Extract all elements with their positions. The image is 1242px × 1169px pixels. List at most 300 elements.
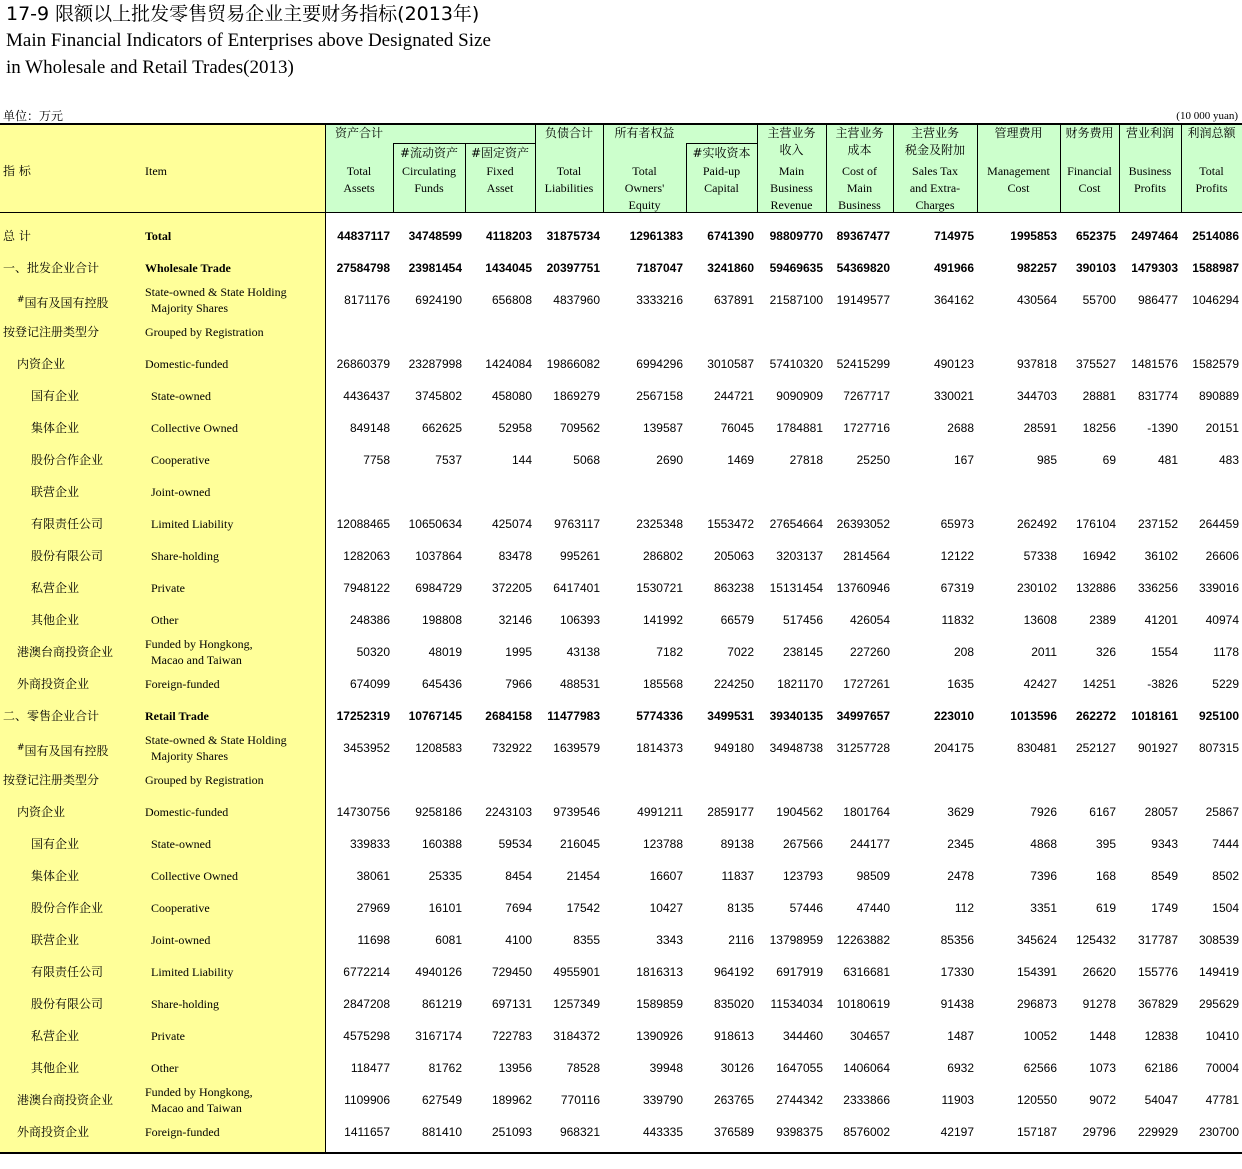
row-label-cn: 按登记注册类型分 [3,773,100,787]
cell-value: 11698 [357,933,390,947]
table-row [0,860,1242,892]
cell-value: 14251 [1082,677,1116,691]
cell-value: 34948738 [769,741,823,755]
indicator-header-en: Item [145,164,167,178]
table-row [0,508,1242,540]
cell-value: 490123 [933,357,974,371]
row-label-en: Funded by Hongkong, Macao and Taiwan [145,637,253,667]
cell-value: 949180 [713,741,754,755]
cell-value: 20151 [1205,421,1239,435]
cell-value: 995261 [559,549,600,563]
cell-value: 91438 [940,997,974,1011]
cell-value: 160388 [421,837,462,851]
row-label-en: Share-holding [145,549,219,563]
cell-value: 25867 [1205,805,1239,819]
cell-value: 1869279 [553,389,600,403]
cell-value: 1530721 [636,581,683,595]
cell-value: 32146 [498,613,532,627]
cell-value: 890889 [1198,389,1239,403]
cell-value: 722783 [491,1029,532,1043]
cell-value: 55700 [1082,293,1116,307]
row-label-en: Cooperative [145,453,210,467]
cell-value: 1582579 [1192,357,1239,371]
cell-value: 59534 [498,837,532,851]
cell-value: 830481 [1016,741,1057,755]
cell-value: 12088465 [336,517,390,531]
cell-value: 118477 [350,1061,390,1075]
cell-value: 1995853 [1010,229,1057,243]
cell-value: 2116 [728,933,754,947]
cell-value: 216045 [559,837,600,851]
row-label-en: Private [145,581,185,595]
row-label-en: Cooperative [145,901,210,915]
cell-value: 38061 [356,869,390,883]
cell-value: 2859177 [707,805,754,819]
cell-value: 964192 [713,965,754,979]
cell-value: 62566 [1023,1061,1057,1075]
cell-value: 5068 [573,453,600,467]
cell-value: 208 [953,645,974,659]
cell-value: 1018161 [1131,709,1178,723]
cell-value: 714975 [933,229,974,243]
row-label-en: Total [145,229,172,243]
cell-value: 849148 [349,421,390,435]
cell-value: 36102 [1144,549,1178,563]
row-label-en: State-owned [145,837,211,851]
cell-value: 3010587 [707,357,754,371]
cell-value: 6167 [1089,805,1116,819]
unit-label-cn: 单位：万元 [3,109,64,123]
cell-value: 12122 [940,549,974,563]
cell-value: 16101 [428,901,462,915]
cell-value: 2345 [947,837,974,851]
cell-value: 229929 [1137,1125,1178,1139]
cell-value: 7537 [435,453,462,467]
cell-value: 2847208 [343,997,390,1011]
cell-value: 106393 [559,613,600,627]
cell-value: 1208583 [415,741,462,755]
cell-value: 120550 [1016,1093,1057,1107]
cell-value: 4118203 [485,229,532,243]
row-label-cn: 有限责任公司 [31,517,104,531]
cell-value: 30126 [720,1061,754,1075]
cell-value: 17330 [940,965,974,979]
cell-value: 9090909 [776,389,823,403]
cell-value: 157187 [1016,1125,1057,1139]
header-sub-cn: #流动资产 [399,146,459,160]
cell-value: 1390926 [636,1029,683,1043]
cell-value: 6932 [947,1061,974,1075]
row-label-en: Joint-owned [145,485,211,499]
cell-value: 4837960 [553,293,600,307]
cell-value: 11903 [941,1093,974,1107]
cell-value: 1784881 [776,421,823,435]
cell-value: 12263882 [836,933,890,947]
cell-value: 652375 [1075,229,1116,243]
cell-value: 185568 [642,677,683,691]
cell-value: 43138 [566,645,600,659]
cell-value: 26393052 [836,517,890,531]
row-label-en: Other [145,1061,179,1075]
table-title-en-line1: Main Financial Indicators of Enterprises above Designated Size [6,30,491,51]
cell-value: 1995 [505,645,532,659]
cell-value: 1448 [1089,1029,1116,1043]
cell-value: 662625 [421,421,462,435]
cell-value: 155776 [1137,965,1178,979]
table-row [0,444,1242,476]
cell-value: 3453952 [343,741,390,755]
cell-value: 3629 [947,805,974,819]
cell-value: 330021 [933,389,974,403]
cell-value: 41201 [1144,613,1178,627]
cell-value: 11837 [721,869,754,883]
cell-value: 3351 [1030,901,1057,915]
row-label-cn: 港澳台商投资企业 [17,645,114,659]
row-label-en: Retail Trade [145,709,209,723]
cell-value: 244721 [713,389,754,403]
cell-value: 16607 [649,869,683,883]
table-row [0,284,1242,316]
cell-value: 645436 [421,677,462,691]
cell-value: 251093 [491,1125,532,1139]
cell-value: 1424084 [485,357,532,371]
row-label-cn: 外商投资企业 [17,677,90,691]
table-row [0,764,1242,796]
cell-value: 6917919 [776,965,823,979]
cell-value: 50320 [356,645,390,659]
cell-value: 1046294 [1192,293,1239,307]
cell-value: 1904562 [776,805,823,819]
cell-value: 47440 [856,901,890,915]
row-label-cn: 外商投资企业 [17,1125,90,1139]
cell-value: 230700 [1198,1125,1239,1139]
cell-value: 7396 [1030,869,1057,883]
cell-value: 9398375 [776,1125,823,1139]
cell-value: 19149577 [836,293,890,307]
cell-value: 1588987 [1192,261,1239,275]
cell-value: 1257349 [553,997,600,1011]
cell-value: 7182 [656,645,683,659]
cell-value: 1635 [947,677,974,691]
row-label-cn: 私营企业 [31,1029,80,1043]
table-title-cn: 17-9 限额以上批发零售贸易企业主要财务指标(2013年) [6,3,480,25]
assets-group-rule [393,143,535,144]
cell-value: 9343 [1151,837,1178,851]
cell-value: 89138 [720,837,754,851]
cell-value: 11832 [941,613,974,627]
header-col-en: Total Profits [1195,164,1228,195]
cell-value: 13760946 [836,581,890,595]
cell-value: 26620 [1082,965,1116,979]
cell-value: 18256 [1082,421,1116,435]
cell-value: 336256 [1137,581,1178,595]
cell-value: 7926 [1030,805,1057,819]
cell-value: 237152 [1137,517,1178,531]
table-row [0,636,1242,668]
cell-value: 248386 [349,613,390,627]
table-row [0,476,1242,508]
cell-value: 11477983 [547,709,600,723]
cell-value: 83478 [498,549,532,563]
header-management-cn: 管理费用 [994,126,1043,140]
cell-value: 925100 [1198,709,1239,723]
row-label-cn: 股份有限公司 [31,549,104,563]
cell-value: 14730756 [336,805,390,819]
cell-value: 168 [1095,869,1116,883]
cell-value: 34997657 [836,709,890,723]
cell-value: 167 [953,453,974,467]
cell-value: 1109906 [344,1093,390,1107]
header-col-en: Circulating Funds [402,164,456,195]
cell-value: 4575298 [343,1029,390,1043]
cell-value: 25335 [428,869,462,883]
cell-value: -3826 [1147,677,1178,691]
header-col-en: Fixed Asset [486,164,514,195]
cell-value: 9072 [1089,1093,1116,1107]
cell-value: 52958 [498,421,532,435]
cell-value: 1801764 [843,805,890,819]
cell-value: 263765 [713,1093,754,1107]
cell-value: 78528 [566,1061,600,1075]
cell-value: 627549 [421,1093,462,1107]
cell-value: 1816313 [636,965,683,979]
cell-value: 339790 [642,1093,683,1107]
cell-value: 1481576 [1131,357,1178,371]
cell-value: 443335 [642,1125,683,1139]
cell-value: 286802 [642,549,683,563]
cell-value: 375527 [1075,357,1116,371]
table-row [0,892,1242,924]
cell-value: 67319 [940,581,974,595]
header-col-en: Management Cost [987,164,1050,195]
cell-value: 1013596 [1010,709,1057,723]
header-sub-cn: #实收资本 [692,146,751,160]
cell-value: 98509 [856,869,890,883]
cell-value: 1727716 [843,421,890,435]
row-label-en: Joint-owned [145,933,211,947]
cell-value: 13798959 [769,933,823,947]
cell-value: 39948 [649,1061,683,1075]
cell-value: 39340135 [769,709,823,723]
row-label-en: State-owned [145,389,211,403]
row-label-en: Domestic-funded [145,805,229,819]
row-label-cn: 内资企业 [17,357,66,371]
cell-value: 11534034 [770,997,823,1011]
header-assets-cn: 资产合计 [334,126,383,140]
header-col-en: Cost of Main Business [838,164,881,212]
cell-value: 16942 [1082,549,1116,563]
cell-value: 89367477 [836,229,890,243]
row-label-en: Collective Owned [145,869,238,883]
cell-value: 8576002 [843,1125,890,1139]
header-tax-cn: 主营业务 税金及附加 [904,126,965,157]
cell-value: 458080 [491,389,532,403]
cell-value: 709562 [559,421,600,435]
header-col-en: Total Owners' Equity [624,164,665,212]
cell-value: 141992 [642,613,683,627]
cell-value: 901927 [1137,741,1178,755]
cell-value: 697131 [491,997,532,1011]
table-row [0,668,1242,700]
table-row [0,1020,1242,1052]
table-row [0,796,1242,828]
cell-value: 42427 [1023,677,1057,691]
cell-value: 3333216 [636,293,683,307]
row-label-cn: 港澳台商投资企业 [17,1093,114,1107]
cell-value: 317787 [1137,933,1178,947]
cell-value: 9739546 [553,805,600,819]
cell-value: 48019 [428,645,462,659]
table-row [0,1116,1242,1148]
cell-value: 123788 [642,837,683,851]
cell-value: 154391 [1016,965,1057,979]
table-row [0,956,1242,988]
table-row [0,540,1242,572]
cell-value: 807315 [1198,741,1239,755]
cell-value: 27584798 [336,261,390,275]
table-row [0,1084,1242,1116]
cell-value: 1554 [1151,645,1178,659]
row-label-cn: 总 计 [3,229,31,243]
cell-value: 9258186 [415,805,462,819]
cell-value: 42197 [940,1125,974,1139]
cell-value: 4991211 [637,805,683,819]
cell-value: 483 [1218,453,1239,467]
header-total-profit-cn: 利润总额 [1187,126,1236,140]
cell-value: 2011 [1031,645,1057,659]
row-label-en: Grouped by Registration [145,773,264,787]
cell-value: 344703 [1016,389,1057,403]
row-label-cn: 其他企业 [31,613,80,627]
cell-value: 8355 [573,933,600,947]
cell-value: 2497464 [1131,229,1178,243]
cell-value: 1553472 [707,517,754,531]
equity-group-rule [686,143,757,144]
cell-value: 2389 [1089,613,1116,627]
cell-value: 189962 [491,1093,532,1107]
cell-value: 425074 [491,517,532,531]
cell-value: 770116 [560,1093,600,1107]
cell-value: 430564 [1016,293,1057,307]
table-row [0,732,1242,764]
cell-value: 835020 [713,997,754,1011]
table-row [0,572,1242,604]
row-label-cn: 按登记注册类型分 [3,325,100,339]
row-label-cn: 内资企业 [17,805,66,819]
cell-value: 2684158 [485,709,532,723]
table-row [0,988,1242,1020]
cell-value: 881410 [421,1125,462,1139]
cell-value: 985 [1036,453,1057,467]
cell-value: 2325348 [636,517,683,531]
cell-value: 264459 [1198,517,1239,531]
cell-value: 4100 [505,933,532,947]
cell-value: 76045 [720,421,754,435]
table-row [0,252,1242,284]
row-label-en: Funded by Hongkong, Macao and Taiwan [145,1085,253,1115]
cell-value: 262272 [1075,709,1116,723]
cell-value: -1390 [1147,421,1178,435]
header-col-en: Paid-up Capital [702,164,741,195]
row-label-cn: 私营企业 [31,581,80,595]
cell-value: 367829 [1137,997,1178,1011]
table-row [0,220,1242,252]
cell-value: 8171176 [344,293,390,307]
row-label-en: Limited Liability [145,517,234,531]
cell-value: 15131454 [769,581,823,595]
cell-value: 3184372 [553,1029,600,1043]
cell-value: 28881 [1082,389,1116,403]
table-row [0,924,1242,956]
cell-value: 252127 [1075,741,1116,755]
cell-value: 1037864 [415,549,462,563]
cell-value: 6924190 [415,293,462,307]
cell-value: 2514086 [1192,229,1239,243]
row-label-cn: 二、零售企业合计 [3,709,100,723]
cell-value: 4955901 [553,965,600,979]
row-label-en: Limited Liability [145,965,234,979]
cell-value: 204175 [933,741,974,755]
cell-value: 23981454 [408,261,462,275]
cell-value: 4868 [1030,837,1057,851]
cell-value: 390103 [1075,261,1116,275]
cell-value: 17542 [566,901,600,915]
cell-value: 376589 [713,1125,754,1139]
cell-value: 66579 [720,613,754,627]
cell-value: 144 [511,453,532,467]
header-cost-cn: 主营业务 成本 [835,126,884,157]
header-col-en: Total Liabilities [544,164,594,195]
cell-value: 7948122 [343,581,390,595]
cell-value: 17252319 [336,709,390,723]
cell-value: 1504 [1212,901,1239,915]
row-label-cn: 股份合作企业 [31,901,104,915]
header-equity-cn: 所有者权益 [614,126,675,140]
cell-value: 8454 [505,869,532,883]
cell-value: 937818 [1016,357,1057,371]
cell-value: 372205 [491,581,532,595]
cell-value: 729450 [491,965,532,979]
cell-value: 13956 [498,1061,532,1075]
row-label-cn: 联营企业 [31,485,80,499]
row-label-cn: 集体企业 [31,869,80,883]
cell-value: 1469 [727,453,754,467]
cell-value: 674099 [349,677,390,691]
table-row [0,700,1242,732]
unit-label-en: (10 000 yuan) [1176,110,1238,122]
cell-value: 5774336 [636,709,683,723]
row-label-cn: #国有及国有控股 [17,743,109,758]
cell-value: 62186 [1144,1061,1178,1075]
cell-value: 364162 [933,293,974,307]
cell-value: 10767145 [408,709,462,723]
cell-value: 139587 [642,421,683,435]
table-row [0,380,1242,412]
cell-value: 7022 [727,645,754,659]
cell-value: 481 [1157,453,1178,467]
cell-value: 2690 [656,453,683,467]
cell-value: 1639579 [553,741,600,755]
cell-value: 13608 [1023,613,1057,627]
cell-value: 3499531 [707,709,754,723]
cell-value: 7444 [1212,837,1239,851]
cell-value: 19866082 [546,357,600,371]
header-col-en: Financial Cost [1067,164,1112,195]
cell-value: 7187047 [636,261,683,275]
cell-value: 57410320 [769,357,823,371]
row-label-en: Foreign-funded [145,1125,220,1139]
cell-value: 21587100 [769,293,823,307]
